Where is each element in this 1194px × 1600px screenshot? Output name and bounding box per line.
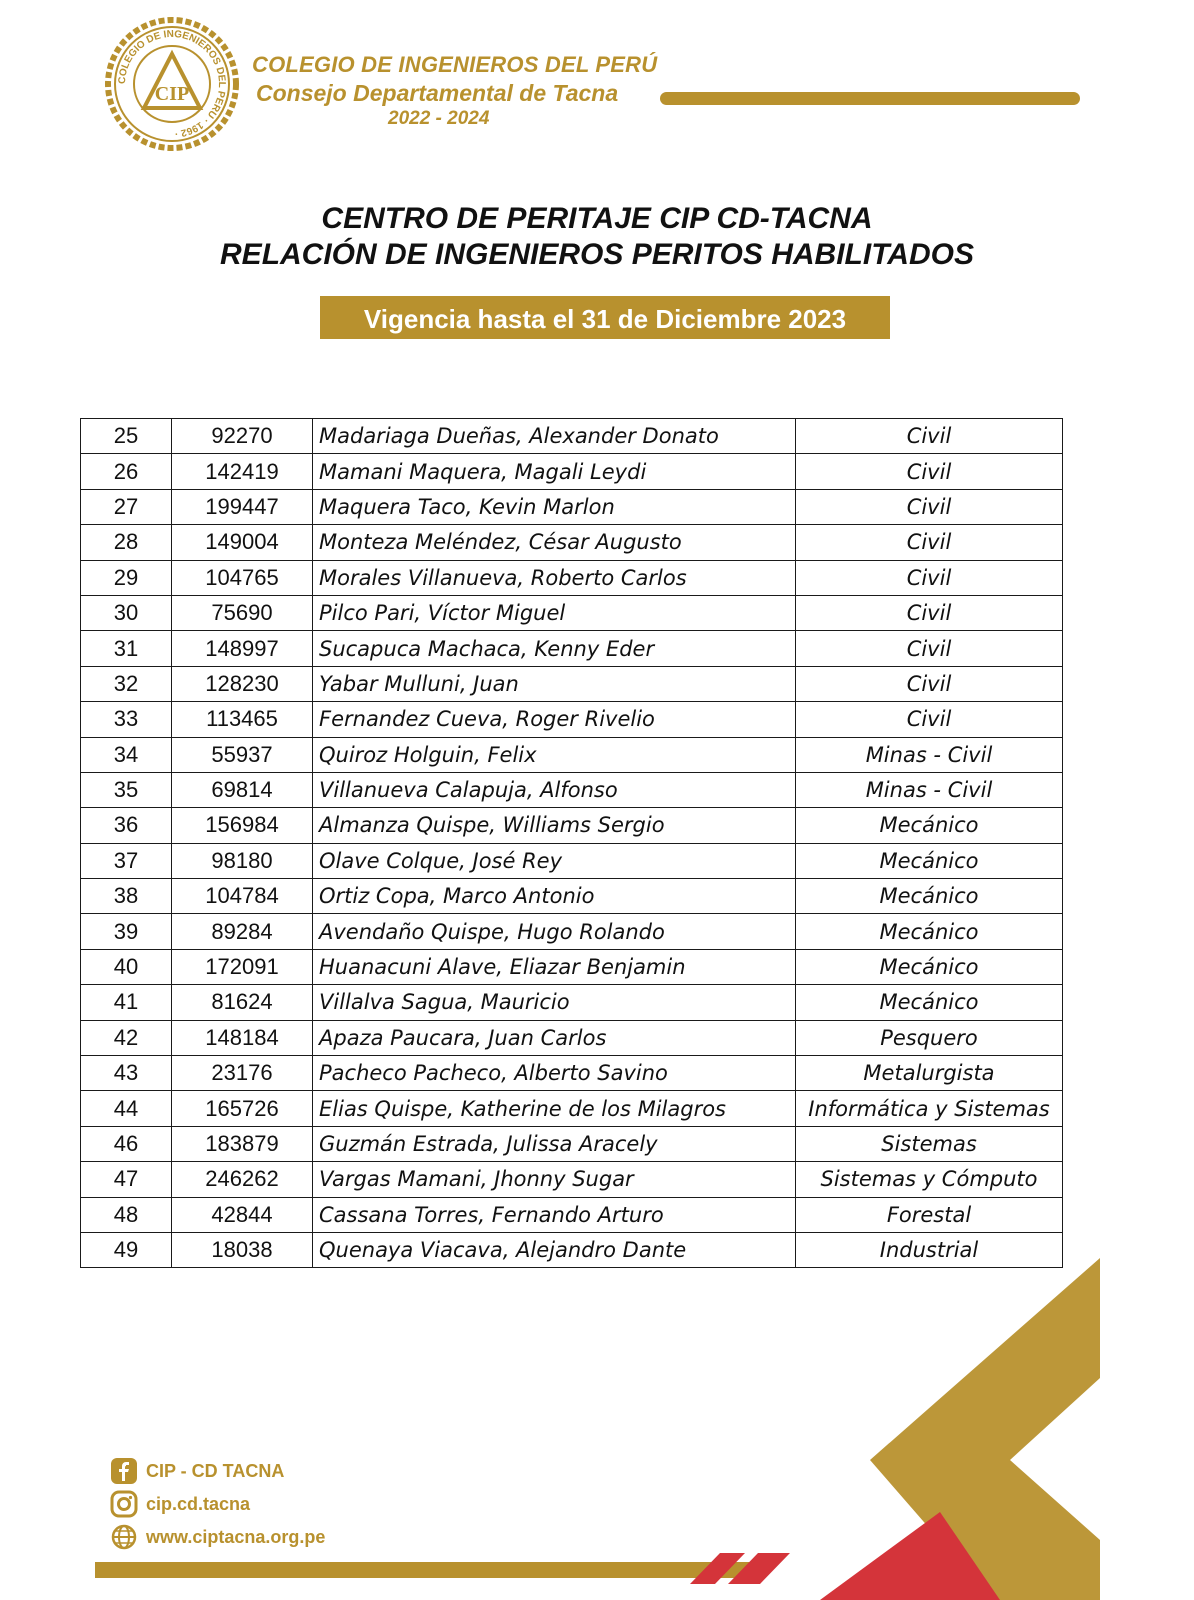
cip-number: 18038	[172, 1232, 313, 1267]
engineer-name: Mamani Maquera, Magali Leydi	[313, 454, 796, 489]
specialty: Mecánico	[796, 808, 1063, 843]
row-number: 43	[81, 1056, 172, 1091]
org-line-1: COLEGIO DE INGENIEROS DEL PERÚ	[252, 52, 658, 77]
row-number: 48	[81, 1197, 172, 1232]
row-number: 38	[81, 879, 172, 914]
engineer-name: Apaza Paucara, Juan Carlos	[313, 1020, 796, 1055]
engineer-name: Morales Villanueva, Roberto Carlos	[313, 560, 796, 595]
seal-text: COLEGIO DE INGENIEROS DEL PERU · 1962 ·	[116, 28, 228, 139]
engineer-name: Quiroz Holguin, Felix	[313, 737, 796, 772]
org-period: 2022 - 2024	[388, 108, 490, 129]
row-number: 40	[81, 949, 172, 984]
row-number: 46	[81, 1126, 172, 1161]
row-number: 47	[81, 1162, 172, 1197]
specialty: Minas - Civil	[796, 737, 1063, 772]
cip-number: 104784	[172, 879, 313, 914]
instagram-label: cip.cd.tacna	[146, 1493, 251, 1514]
row-number: 28	[81, 525, 172, 560]
engineer-name: Sucapuca Machaca, Kenny Eder	[313, 631, 796, 666]
cip-number: 148184	[172, 1020, 313, 1055]
facebook-label: CIP - CD TACNA	[146, 1460, 285, 1481]
cip-number: 55937	[172, 737, 313, 772]
specialty: Civil	[796, 702, 1063, 737]
row-number: 41	[81, 985, 172, 1020]
row-number: 26	[81, 454, 172, 489]
cip-number: 199447	[172, 489, 313, 524]
cip-number: 246262	[172, 1162, 313, 1197]
specialty: Mecánico	[796, 949, 1063, 984]
specialty: Civil	[796, 595, 1063, 630]
specialty: Forestal	[796, 1197, 1063, 1232]
engineer-name: Vargas Mamani, Jhonny Sugar	[313, 1162, 796, 1197]
cip-number: 104765	[172, 560, 313, 595]
cip-number: 156984	[172, 808, 313, 843]
globe-icon	[110, 1523, 138, 1551]
cip-number: 98180	[172, 843, 313, 878]
cip-number: 113465	[172, 702, 313, 737]
seal-letters: CIP	[154, 83, 190, 105]
validity-banner: Vigencia hasta el 31 de Diciembre 2023	[320, 296, 890, 339]
row-number: 27	[81, 489, 172, 524]
row-number: 35	[81, 772, 172, 807]
row-number: 44	[81, 1091, 172, 1126]
row-number: 31	[81, 631, 172, 666]
specialty: Mecánico	[796, 843, 1063, 878]
cip-number: 75690	[172, 595, 313, 630]
row-number: 32	[81, 666, 172, 701]
specialty: Civil	[796, 454, 1063, 489]
row-number: 39	[81, 914, 172, 949]
specialty: Civil	[796, 560, 1063, 595]
row-number: 49	[81, 1232, 172, 1267]
row-number: 42	[81, 1020, 172, 1055]
website-label: www.ciptacna.org.pe	[146, 1526, 326, 1547]
row-number: 37	[81, 843, 172, 878]
specialty: Civil	[796, 419, 1063, 454]
row-number: 36	[81, 808, 172, 843]
engineer-name: Maquera Taco, Kevin Marlon	[313, 489, 796, 524]
cip-number: 69814	[172, 772, 313, 807]
document-subtitle: RELACIÓN DE INGENIEROS PERITOS HABILITADOS	[220, 238, 974, 271]
cip-number: 81624	[172, 985, 313, 1020]
engineer-name: Villalva Sagua, Mauricio	[313, 985, 796, 1020]
engineer-name: Fernandez Cueva, Roger Rivelio	[313, 702, 796, 737]
document-title: CENTRO DE PERITAJE CIP CD-TACNA	[321, 202, 873, 235]
engineer-name: Yabar Mulluni, Juan	[313, 666, 796, 701]
cip-number: 92270	[172, 419, 313, 454]
row-number: 33	[81, 702, 172, 737]
engineer-name: Elias Quispe, Katherine de los Milagros	[313, 1091, 796, 1126]
instagram-icon	[110, 1490, 138, 1518]
cip-number: 23176	[172, 1056, 313, 1091]
specialty: Mecánico	[796, 914, 1063, 949]
engineer-name: Pacheco Pacheco, Alberto Savino	[313, 1056, 796, 1091]
cip-number: 148997	[172, 631, 313, 666]
contact-website[interactable]	[110, 1523, 325, 1551]
specialty: Minas - Civil	[796, 772, 1063, 807]
org-line-2: Consejo Departamental de Tacna	[256, 80, 619, 106]
engineer-name: Monteza Meléndez, César Augusto	[313, 525, 796, 560]
specialty: Civil	[796, 666, 1063, 701]
specialty: Civil	[796, 631, 1063, 666]
cip-number: 183879	[172, 1126, 313, 1161]
row-number: 29	[81, 560, 172, 595]
specialty: Sistemas	[796, 1126, 1063, 1161]
engineer-name: Ortiz Copa, Marco Antonio	[313, 879, 796, 914]
cip-number: 165726	[172, 1091, 313, 1126]
specialty: Pesquero	[796, 1020, 1063, 1055]
cip-number: 149004	[172, 525, 313, 560]
row-number: 25	[81, 419, 172, 454]
cip-number: 89284	[172, 914, 313, 949]
specialty: Sistemas y Cómputo	[796, 1162, 1063, 1197]
specialty: Mecánico	[796, 985, 1063, 1020]
engineer-name: Quenaya Viacava, Alejandro Dante	[313, 1232, 796, 1267]
specialty: Civil	[796, 525, 1063, 560]
engineer-name: Cassana Torres, Fernando Arturo	[313, 1197, 796, 1232]
row-number: 34	[81, 737, 172, 772]
engineer-name: Olave Colque, José Rey	[313, 843, 796, 878]
cip-number: 172091	[172, 949, 313, 984]
engineer-name: Pilco Pari, Víctor Miguel	[313, 595, 796, 630]
row-number: 30	[81, 595, 172, 630]
contact-facebook[interactable]	[110, 1457, 284, 1485]
engineer-name: Almanza Quispe, Williams Sergio	[313, 808, 796, 843]
cip-number: 142419	[172, 454, 313, 489]
specialty: Metalurgista	[796, 1056, 1063, 1091]
cip-number: 42844	[172, 1197, 313, 1232]
engineer-name: Avendaño Quispe, Hugo Rolando	[313, 914, 796, 949]
engineer-name: Guzmán Estrada, Julissa Aracely	[313, 1126, 796, 1161]
engineer-name: Huanacuni Alave, Eliazar Benjamin	[313, 949, 796, 984]
specialty: Civil	[796, 489, 1063, 524]
facebook-icon	[110, 1457, 138, 1485]
specialty: Mecánico	[796, 879, 1063, 914]
cip-number: 128230	[172, 666, 313, 701]
engineer-name: Madariaga Dueñas, Alexander Donato	[313, 419, 796, 454]
contact-instagram[interactable]	[110, 1490, 250, 1518]
specialty: Informática y Sistemas	[796, 1091, 1063, 1126]
engineer-name: Villanueva Calapuja, Alfonso	[313, 772, 796, 807]
specialty: Industrial	[796, 1232, 1063, 1267]
